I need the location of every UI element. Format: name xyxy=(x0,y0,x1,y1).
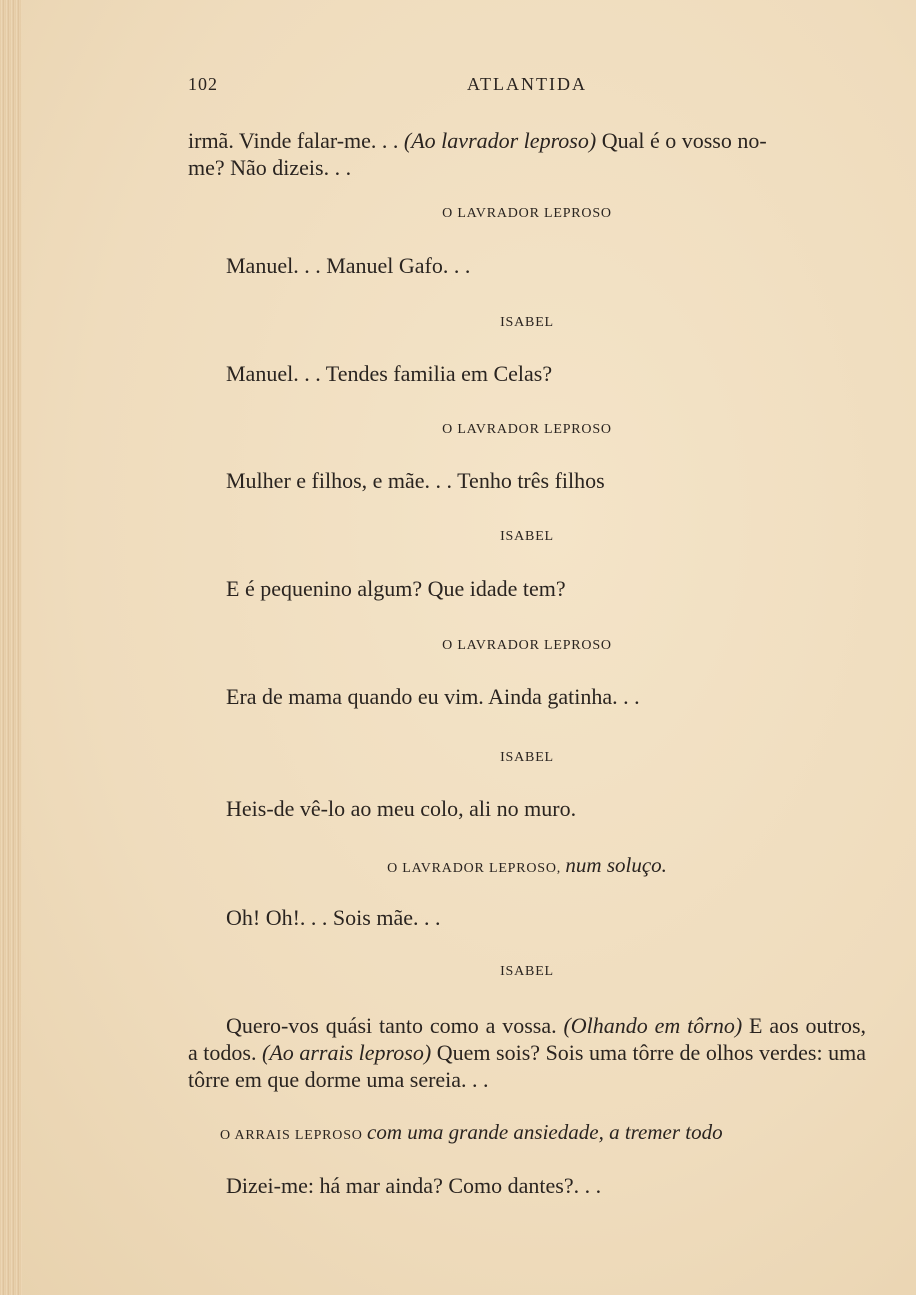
speaker-name: O LAVRADOR LEPROSO xyxy=(442,638,612,653)
stage-direction: num soluço. xyxy=(565,853,667,877)
speaker-heading xyxy=(188,1120,866,1145)
text-line: me? Não dizeis. . . xyxy=(188,155,352,180)
speaker-heading xyxy=(188,853,866,878)
stage-direction: (Olhando em tôrno) xyxy=(563,1013,743,1038)
speaker-name: O ARRAIS LEPROSO xyxy=(220,1128,363,1143)
dialogue-line: Era de mama quando eu vim. Ainda gatinha. . . xyxy=(226,684,640,709)
dialogue-paragraph: Quero-vos quási tanto como a vossa. (Olhando em tôrno) E aos outros, a todos. (Ao arrais leproso) Quem sois? Sois uma tôrre de olhos verdes: uma tôrre em que dorme uma sereia. . . xyxy=(188,1013,867,1092)
speaker-name: O LAVRADOR LEPROSO xyxy=(442,422,612,437)
dialogue-line: Heis-de vê-lo ao meu colo, ali no muro. xyxy=(226,796,577,821)
text-line: irmã. Vinde falar-me. . . (Ao lavrador leproso) Qual é o vosso no- xyxy=(188,128,767,153)
dialogue-line: Mulher e filhos, e mãe. . . Tenho três filhos xyxy=(226,468,605,493)
speaker-name: ISABEL xyxy=(500,750,554,765)
speaker-name: O LAVRADOR LEPROSO, xyxy=(387,861,562,876)
speaker-name: ISABEL xyxy=(500,964,554,979)
dialogue-line: Oh! Oh!. . . Sois mãe. . . xyxy=(226,905,441,930)
speaker-name: ISABEL xyxy=(500,315,554,330)
paragraph-1 xyxy=(188,127,866,181)
stage-direction: com uma grande ansiedade, a tremer todo xyxy=(367,1120,723,1144)
book-spine-edge xyxy=(0,0,22,1295)
page-number: 102 xyxy=(188,74,218,94)
running-title: ATLANTIDA xyxy=(467,74,587,94)
dialogue-line: Dizei-me: há mar ainda? Como dantes?. . . xyxy=(226,1173,602,1198)
speaker-name: ISABEL xyxy=(500,529,554,544)
dialogue-line: Manuel. . . Manuel Gafo. . . xyxy=(226,253,471,278)
running-header xyxy=(188,74,866,102)
dialogue-line: Manuel. . . Tendes familia em Celas? xyxy=(226,361,553,386)
dialogue-line: E é pequenino algum? Que idade tem? xyxy=(226,576,566,601)
stage-direction: (Ao lavrador leproso) xyxy=(403,128,597,153)
speaker-name: O LAVRADOR LEPROSO xyxy=(442,206,612,221)
stage-direction: (Ao arrais leproso) xyxy=(262,1040,432,1065)
